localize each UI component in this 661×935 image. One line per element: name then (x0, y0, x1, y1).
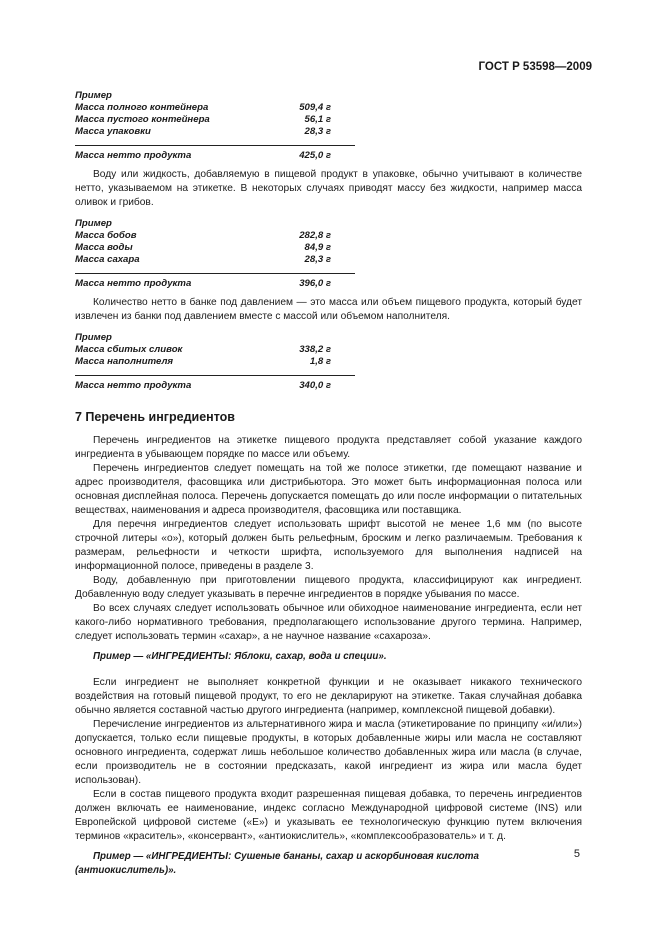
example-label: Пример (75, 90, 112, 101)
paragraph: Количество нетто в банке под давлением — это масса или объем пищевого продукта, который будет извлечен из банки под давлением вместе с массой или объемом наполнителя. (75, 297, 582, 322)
example-row: Масса сахара 28,3 г (75, 254, 331, 265)
page-body (75, 90, 582, 890)
divider (75, 145, 355, 146)
example-row: Масса сбитых сливок 338,2 г (75, 344, 331, 355)
example-line: Пример — «ИНГРЕДИЕНТЫ: Яблоки, сахар, вода и специи». (93, 651, 387, 662)
paragraph: Если ингредиент не выполняет конкретной функции и не оказывает никакого технического воздействия на готовый пищевой продукт, то его не декларируют на этикетке. Такая случайная добавка обычно является составной частью другого ингредиента (например, комплексной пищевой добавки). (75, 677, 582, 716)
document-header: ГОСТ Р 53598—2009 (478, 61, 592, 73)
divider (75, 375, 355, 376)
example-row: Масса наполнителя 1,8 г (75, 356, 331, 367)
example-row: Масса бобов 282,8 г (75, 230, 331, 241)
example-label: Пример (75, 218, 112, 229)
paragraph: Во всех случаях следует использовать обычное или обиходное наименование ингредиента, если нет какого-либо нормативного требования, предполагающего использование другого термина. Например, следует использовать термин «сахар», а не научное название «сахароза». (75, 603, 582, 642)
example-block-2 (75, 218, 355, 290)
example-line: Пример — «ИНГРЕДИЕНТЫ: Сушеные бананы, сахар и аскорбиновая кислота (антиокислитель)». (75, 851, 479, 876)
page-number: 5 (573, 848, 580, 860)
section-title: 7 Перечень ингредиентов (75, 410, 235, 424)
example-row: Масса пустого контейнера 56,1 г (75, 114, 331, 125)
divider (75, 273, 355, 274)
paragraph: Для перечня ингредиентов следует использовать шрифт высотой не менее 1,6 мм (по высоте строчной литеры «о»), который должен быть рельефным, броским и легко различаемым. Требования к размерам, рельефности и четкости шрифта, используемого для выполнения надписей на информационной полосе, приведены в разделе 3. (75, 519, 582, 572)
example-label: Пример (75, 332, 112, 343)
example-block-1 (75, 90, 355, 162)
paragraph: Перечисление ингредиентов из альтернативного жира и масла (этикетирование по принципу «и/или») допускается, только если пищевые продукты, в которых добавленные жиры или масла не составляют основного ингредиента, содержат лишь небольшое количество добавленных жира или масла (в случае, если производитель не в состоянии предсказать, какой ингредиент из жира или масла будет использован). (75, 719, 582, 786)
example-row: Масса воды 84,9 г (75, 242, 331, 253)
paragraph: Перечень ингредиентов на этикетке пищевого продукта представляет собой указание каждого ингредиента в убывающем порядке по массе или объему. (75, 435, 582, 460)
paragraph: Перечень ингредиентов следует помещать на той же полосе этикетки, где помещают название и адрес производителя, фасовщика или дистрибьютора. Это может быть информационная полоса или основная дисплейная полоса. Перечень допускается помещать до или после информации о питательных веществах, наименования и адреса производителя, фасовщика или поставщика. (75, 463, 582, 516)
paragraph: Воду, добавленную при приготовлении пищевого продукта, классифицируют как ингредиент. Добавленную воду следует указывать в перечне ингредиентов в порядке убывания по массе. (75, 575, 582, 600)
example-total-row: Масса нетто продукта 340,0 г (75, 380, 331, 391)
example-row: Масса полного контейнера 509,4 г (75, 102, 331, 113)
paragraph: Если в состав пищевого продукта входит разрешенная пищевая добавка, то перечень ингредиентов должен включать ее наименование, индекс согласно Международной цифровой системе (INS) или Европейской цифровой системе («E») и указывать ее технологическую функцию путем включения терминов «краситель», «консервант», «антиокислитель», «комплексообразователь» и т. д. (75, 789, 582, 842)
example-block-3 (75, 332, 355, 392)
paragraph: Воду или жидкость, добавляемую в пищевой продукт в упаковке, обычно учитывают в количестве нетто, указываемом на этикетке. В некоторых случаях приводят массу без жидкости, например масса оливок и грибов. (75, 169, 582, 208)
example-row: Масса упаковки 28,3 г (75, 126, 331, 137)
example-total-row: Масса нетто продукта 396,0 г (75, 278, 331, 289)
example-total-row: Масса нетто продукта 425,0 г (75, 150, 331, 161)
